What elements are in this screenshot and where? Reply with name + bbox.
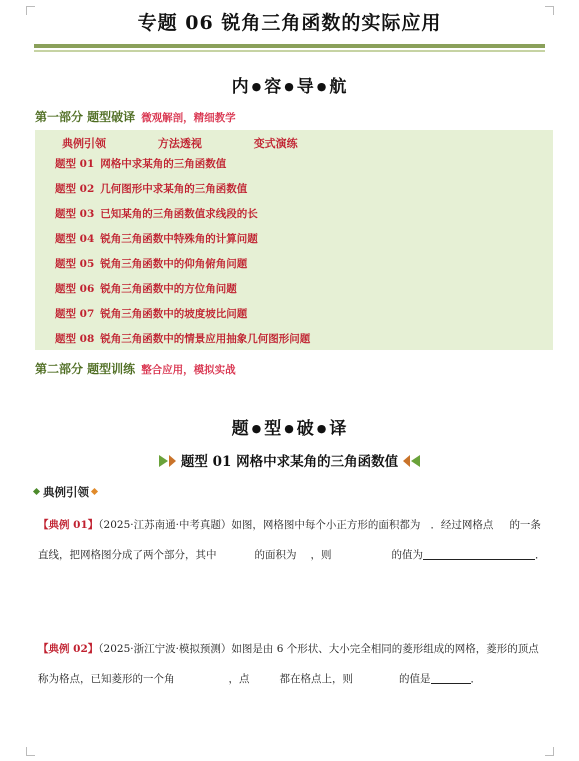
corner-mark-bottom-right xyxy=(545,747,554,756)
part-two-label: 第二部分 题型训练 xyxy=(35,362,136,376)
item-text: 锐角三角函数中的仰角俯角问题 xyxy=(100,258,248,270)
part-two-desc: 整合应用，模拟实战 xyxy=(141,364,236,376)
example-01 xyxy=(38,510,548,570)
example-tag: 【典例 02】 xyxy=(38,643,99,655)
heading-char: 题 xyxy=(231,419,250,439)
dot-separator: ● xyxy=(251,422,263,435)
contents-panel xyxy=(35,130,553,350)
dot-separator: ● xyxy=(284,80,295,93)
example-lead-label xyxy=(34,484,97,500)
contents-item-03[interactable] xyxy=(55,207,310,232)
example-text: ． xyxy=(470,673,481,685)
part-one-desc: 微观解剖，精细教学 xyxy=(141,112,236,124)
part-one-label: 第一部分 题型破译 xyxy=(35,110,136,124)
tab-variation-practice[interactable]: 变式演练 xyxy=(253,137,298,150)
corner-mark-bottom-left xyxy=(26,747,35,756)
item-number: 题型 07 xyxy=(55,308,95,320)
item-text: 锐角三角函数中的坡度坡比问题 xyxy=(100,308,248,320)
item-number: 题型 04 xyxy=(55,233,95,245)
item-number: 题型 01 xyxy=(55,158,95,170)
item-text: 锐角三角函数中特殊角的计算问题 xyxy=(100,233,258,245)
item-text: 网格中求某角的三角函数值 xyxy=(100,158,227,170)
example-text: 称为格点，已知菱形的一个角 xyxy=(38,673,175,685)
contents-item-02[interactable] xyxy=(55,182,310,207)
example-text: （2025·浙江宁波·模拟预测）如图是由 6 个形状、大小完全相同的菱形组成的网格，菱形的顶点 xyxy=(98,643,539,655)
example-text: ．经过网格点 xyxy=(430,519,494,531)
example-02 xyxy=(38,634,548,694)
contents-item-08[interactable] xyxy=(55,332,310,357)
heading-char: 型 xyxy=(264,419,283,439)
answer-blank[interactable] xyxy=(431,671,471,684)
contents-tabs xyxy=(62,135,346,151)
contents-item-07[interactable] xyxy=(55,307,310,332)
example-text: ，则 xyxy=(310,549,332,561)
contents-list xyxy=(55,157,310,357)
part-one-line xyxy=(35,108,236,125)
tab-method-insight[interactable]: 方法透视 xyxy=(157,137,202,150)
example-tag: 【典例 01】 xyxy=(38,519,99,531)
heading-char: 译 xyxy=(329,419,348,439)
contents-item-01[interactable] xyxy=(55,157,310,182)
heading-char: 航 xyxy=(329,77,348,97)
example-text: 的值为 xyxy=(391,549,423,561)
example-text: （2025·江苏南通·中考真题）如图，网格图中每个小正方形的面积都为 xyxy=(98,519,421,531)
item-text: 锐角三角函数中的情景应用抽象几何图形问题 xyxy=(100,333,311,345)
diamond-icon xyxy=(33,488,40,495)
item-number: 题型 06 xyxy=(55,283,95,295)
item-number: 题型 02 xyxy=(55,183,95,195)
page-title: 专题 06 锐角三角函数的实际应用 xyxy=(137,12,442,34)
triangle-left-accent-icon xyxy=(403,455,410,467)
diamond-accent-icon xyxy=(91,488,98,495)
answer-blank[interactable] xyxy=(423,547,535,560)
heading-char: 内 xyxy=(231,77,250,97)
example-lead-text: 典例引领 xyxy=(43,485,89,499)
contents-item-06[interactable] xyxy=(55,282,310,307)
dot-separator: ● xyxy=(316,422,328,435)
contents-heading xyxy=(0,72,579,97)
tab-example-lead[interactable]: 典例引领 xyxy=(62,137,106,150)
contents-item-04[interactable] xyxy=(55,232,310,257)
dot-separator: ● xyxy=(316,80,328,93)
part-two-line xyxy=(35,360,236,377)
heading-char: 容 xyxy=(264,77,283,97)
dot-separator: ● xyxy=(251,80,263,93)
heading-char: 破 xyxy=(296,419,315,439)
triangle-left-icon xyxy=(411,455,420,467)
heading-char: 导 xyxy=(296,77,315,97)
triangle-right-accent-icon xyxy=(169,455,176,467)
item-text: 几何图形中求某角的三角函数值 xyxy=(100,183,248,195)
example-text: ，点 xyxy=(228,673,250,685)
item-text: 锐角三角函数中的方位角问题 xyxy=(100,283,237,295)
example-text: 的面积为 xyxy=(254,549,297,561)
type-01-title xyxy=(0,450,579,470)
example-text: ． xyxy=(535,549,546,561)
type-analysis-heading xyxy=(0,414,579,439)
title-divider-thin xyxy=(34,50,545,52)
item-number: 题型 03 xyxy=(55,208,95,220)
item-number: 题型 05 xyxy=(55,258,95,270)
dot-separator: ● xyxy=(284,422,295,435)
item-number: 题型 08 xyxy=(55,333,95,345)
title-divider xyxy=(34,44,545,48)
example-text: 都在格点上，则 xyxy=(279,673,353,685)
triangle-right-icon xyxy=(159,455,168,467)
contents-item-05[interactable] xyxy=(55,257,310,282)
type-title-text: 题型 01 网格中求某角的三角函数值 xyxy=(180,454,399,470)
example-text: 的一条 xyxy=(509,519,541,531)
example-text: 直线，把网格图分成了两个部分，其中 xyxy=(38,549,217,561)
item-text: 已知某角的三角函数值求线段的长 xyxy=(100,208,258,220)
example-text: 的值是 xyxy=(399,673,431,685)
